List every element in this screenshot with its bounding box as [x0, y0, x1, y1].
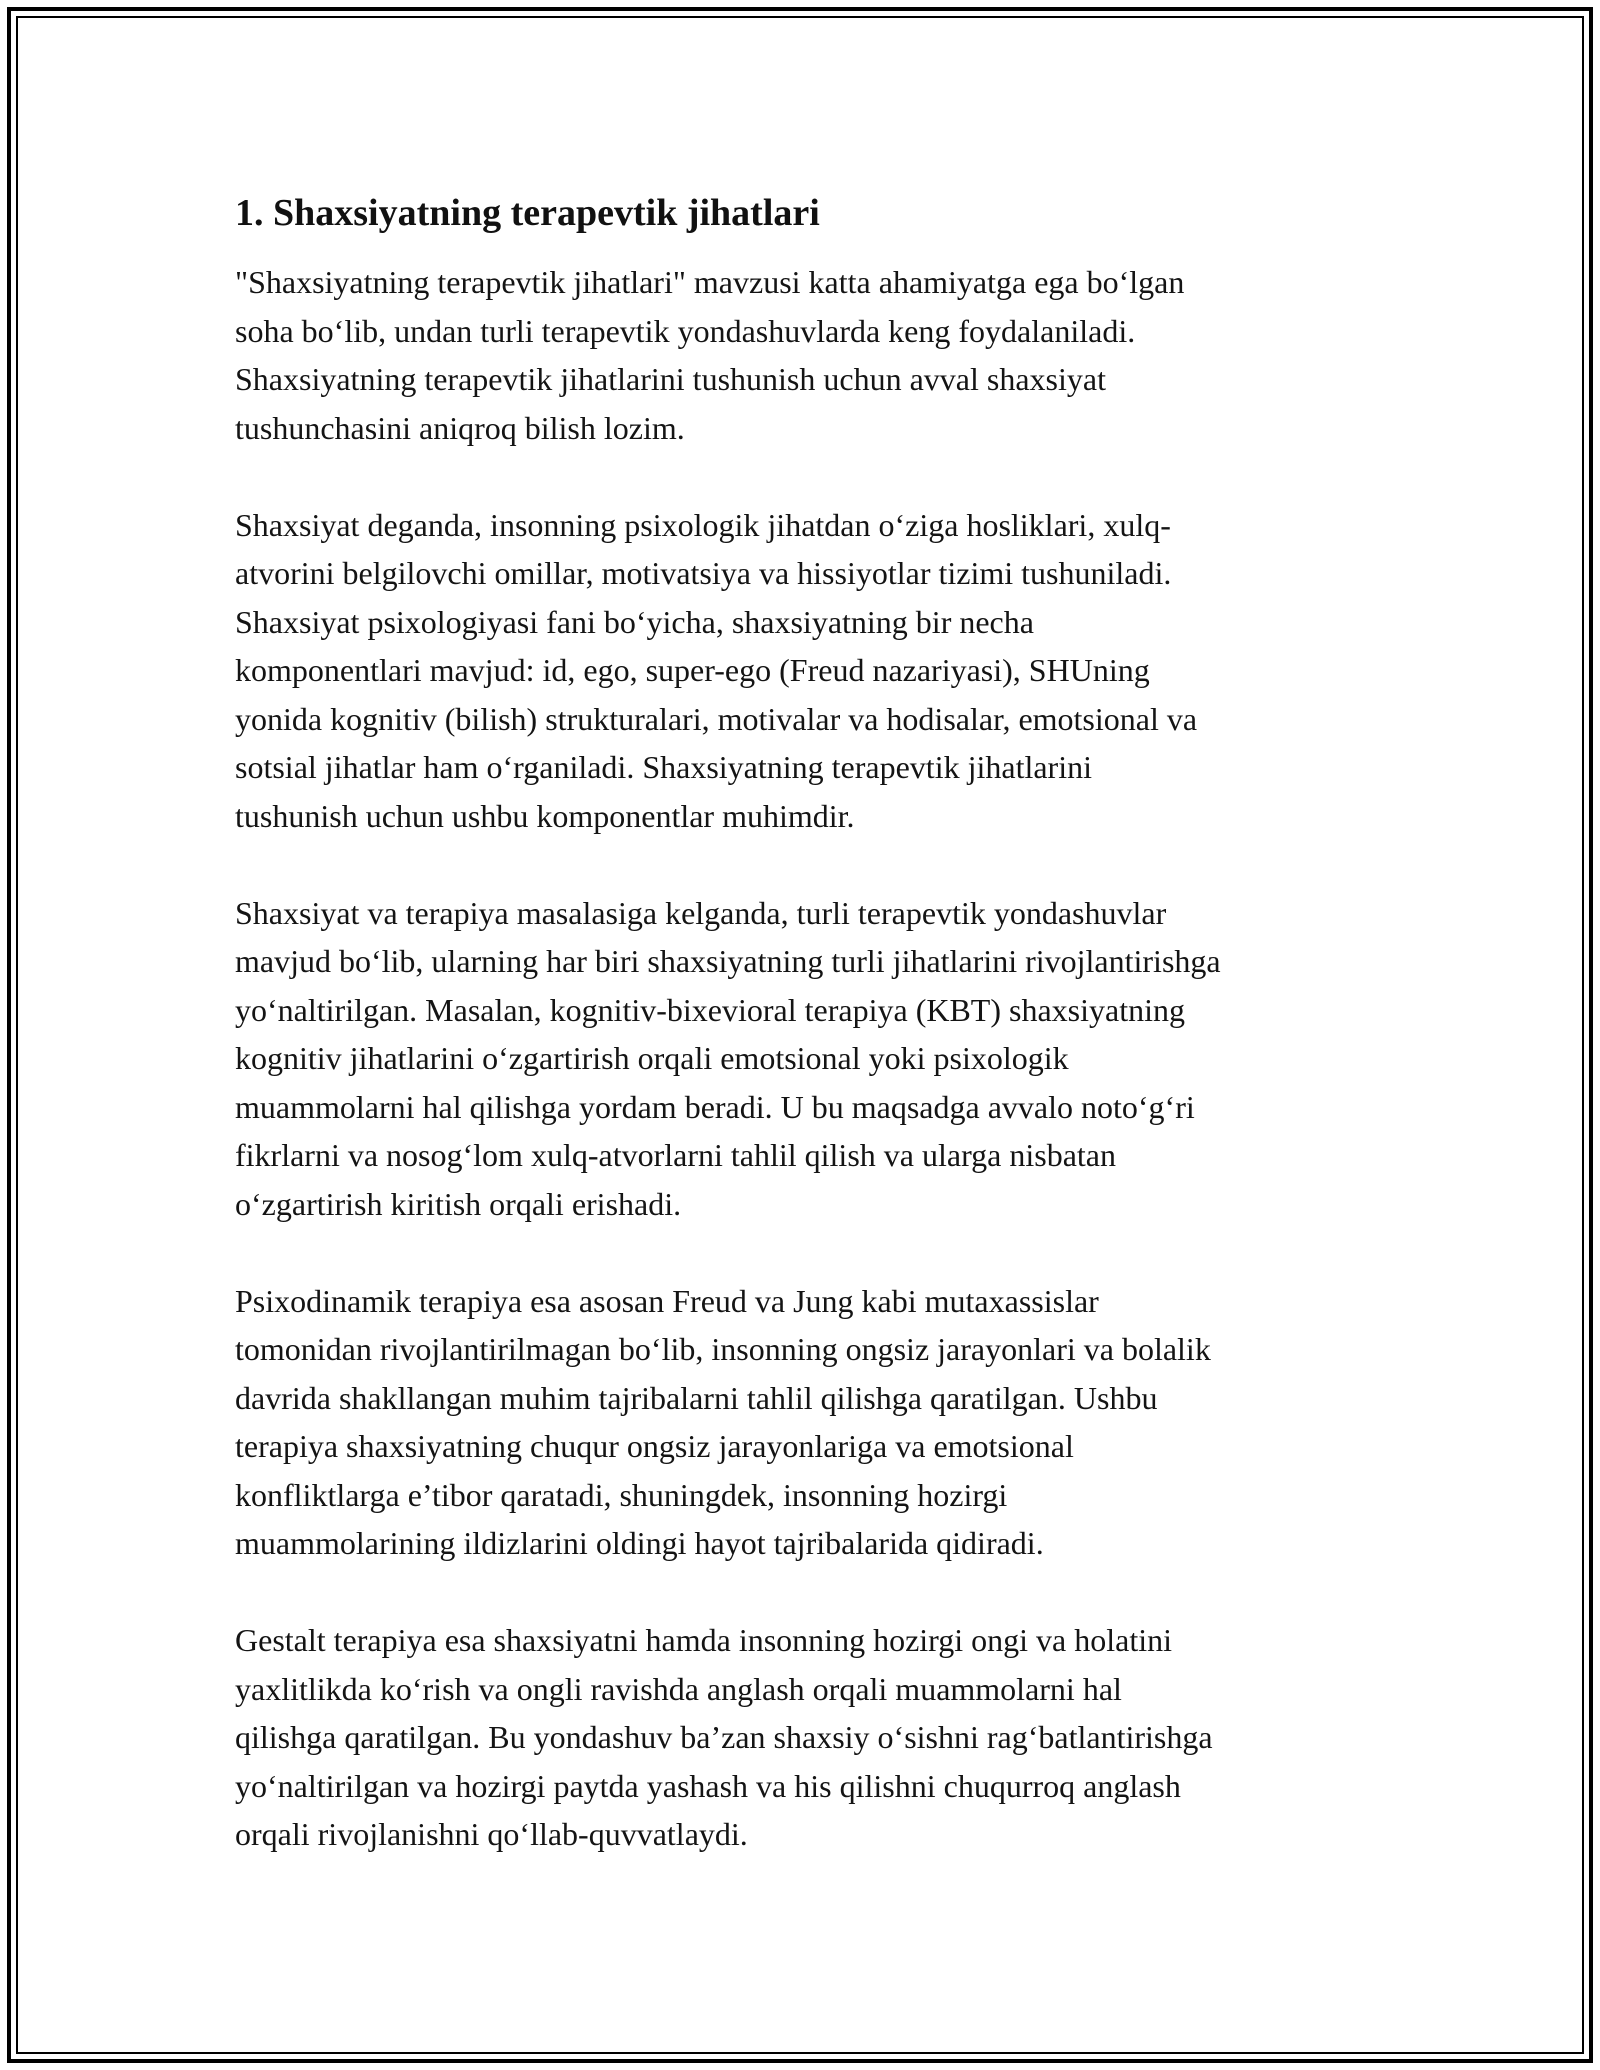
paragraph-line: Shaxsiyat psixologiyasi fani bo‘yicha, shaxsiyatning bir necha — [235, 603, 1034, 640]
section-heading: 1. Shaxsiyatning terapevtik jihatlari — [235, 192, 820, 234]
paragraph-line: orqali rivojlanishni qo‘llab-quvvatlaydi. — [235, 1816, 748, 1852]
document-body — [235, 188, 1375, 1859]
paragraph-line: Shaxsiyat va terapiya masalasiga kelganda, turli terapevtik yondashuvlar — [235, 894, 1167, 931]
paragraph-line: yo‘naltirilgan va hozirgi paytda yashash va his qilishni chuqurroq anglash — [235, 1767, 1181, 1804]
paragraph-line: tushunish uchun ushbu komponentlar muhimdir. — [235, 797, 855, 834]
paragraph-line: mavjud bo‘lib, ularning har biri shaxsiyatning turli jihatlarini rivojlantirishga — [235, 943, 1221, 979]
paragraph-line: kognitiv jihatlarini o‘zgartirish orqali emotsional yoki psixologik — [235, 1040, 1069, 1076]
paragraph-line: davrida shakllangan muhim tajribalarni tahlil qilishga qaratilgan. Ushbu — [235, 1379, 1158, 1416]
paragraph-line: yonida kognitiv (bilish) strukturalari, motivalar va hodisalar, emotsional va — [235, 700, 1198, 737]
paragraph-line: yo‘naltirilgan. Masalan, kognitiv-bixevioral terapiya (KBT) shaxsiyatning — [235, 991, 1185, 1028]
paragraph-line: tomonidan rivojlantirilmagan bo‘lib, insonning ongsiz jarayonlari va bolalik — [235, 1331, 1211, 1367]
paragraph-line: yaxlitlikda ko‘rish va ongli ravishda anglash orqali muammolarni hal — [235, 1670, 1122, 1707]
paragraph-line: soha bo‘lib, undan turli terapevtik yondashuvlarda keng foydalaniladi. — [235, 312, 1136, 349]
paragraph-2 — [235, 501, 1375, 841]
paragraph-1 — [235, 258, 1375, 452]
paragraph-line: "Shaxsiyatning terapevtik jihatlari" mavzusi katta ahamiyatga ega bo‘lgan — [235, 264, 1185, 300]
paragraph-line: komponentlari mavjud: id, ego, super-ego (Freud nazariyasi), SHUning — [235, 652, 1150, 688]
paragraph-line: terapiya shaxsiyatning chuqur ongsiz jarayonlariga va emotsional — [235, 1428, 1074, 1464]
paragraph-line: sotsial jihatlar ham o‘rganiladi. Shaxsiyatning terapevtik jihatlarini — [235, 749, 1092, 785]
paragraph-line: Gestalt terapiya esa shaxsiyatni hamda insonning hozirgi ongi va holatini — [235, 1622, 1172, 1658]
paragraph-line: muammolarni hal qilishga yordam beradi. U bu maqsadga avvalo noto‘g‘ri — [235, 1088, 1195, 1125]
paragraph-line: Shaxsiyat deganda, insonning psixologik jihatdan o‘ziga hosliklari, xulq- — [235, 506, 1171, 543]
paragraph-line: fikrlarni va nosog‘lom xulq-atvorlarni tahlil qilish va ularga nisbatan — [235, 1137, 1116, 1173]
paragraph-line: qilishga qaratilgan. Bu yondashuv ba’zan shaxsiy o‘sishni rag‘batlantirishga — [235, 1719, 1213, 1755]
paragraph-line: atvorini belgilovchi omillar, motivatsiya va hissiyotlar tizimi tushuniladi. — [235, 555, 1172, 591]
paragraph-line: muammolarining ildizlarini oldingi hayot tajribalarida qidiradi. — [235, 1525, 1044, 1561]
paragraph-3 — [235, 889, 1375, 1229]
paragraph-5 — [235, 1616, 1375, 1859]
paragraph-4 — [235, 1277, 1375, 1568]
paragraph-line: konfliktlarga e’tibor qaratadi, shuningdek, insonning hozirgi — [235, 1476, 1008, 1513]
paragraph-line: tushunchasini aniqroq bilish lozim. — [235, 409, 685, 446]
paragraph-line: Shaxsiyatning terapevtik jihatlarini tushunish uchun avval shaxsiyat — [235, 361, 1106, 397]
paragraph-line: Psixodinamik terapiya esa asosan Freud va Jung kabi mutaxassislar — [235, 1282, 1099, 1319]
paragraph-line: o‘zgartirish kiritish orqali erishadi. — [235, 1185, 682, 1222]
